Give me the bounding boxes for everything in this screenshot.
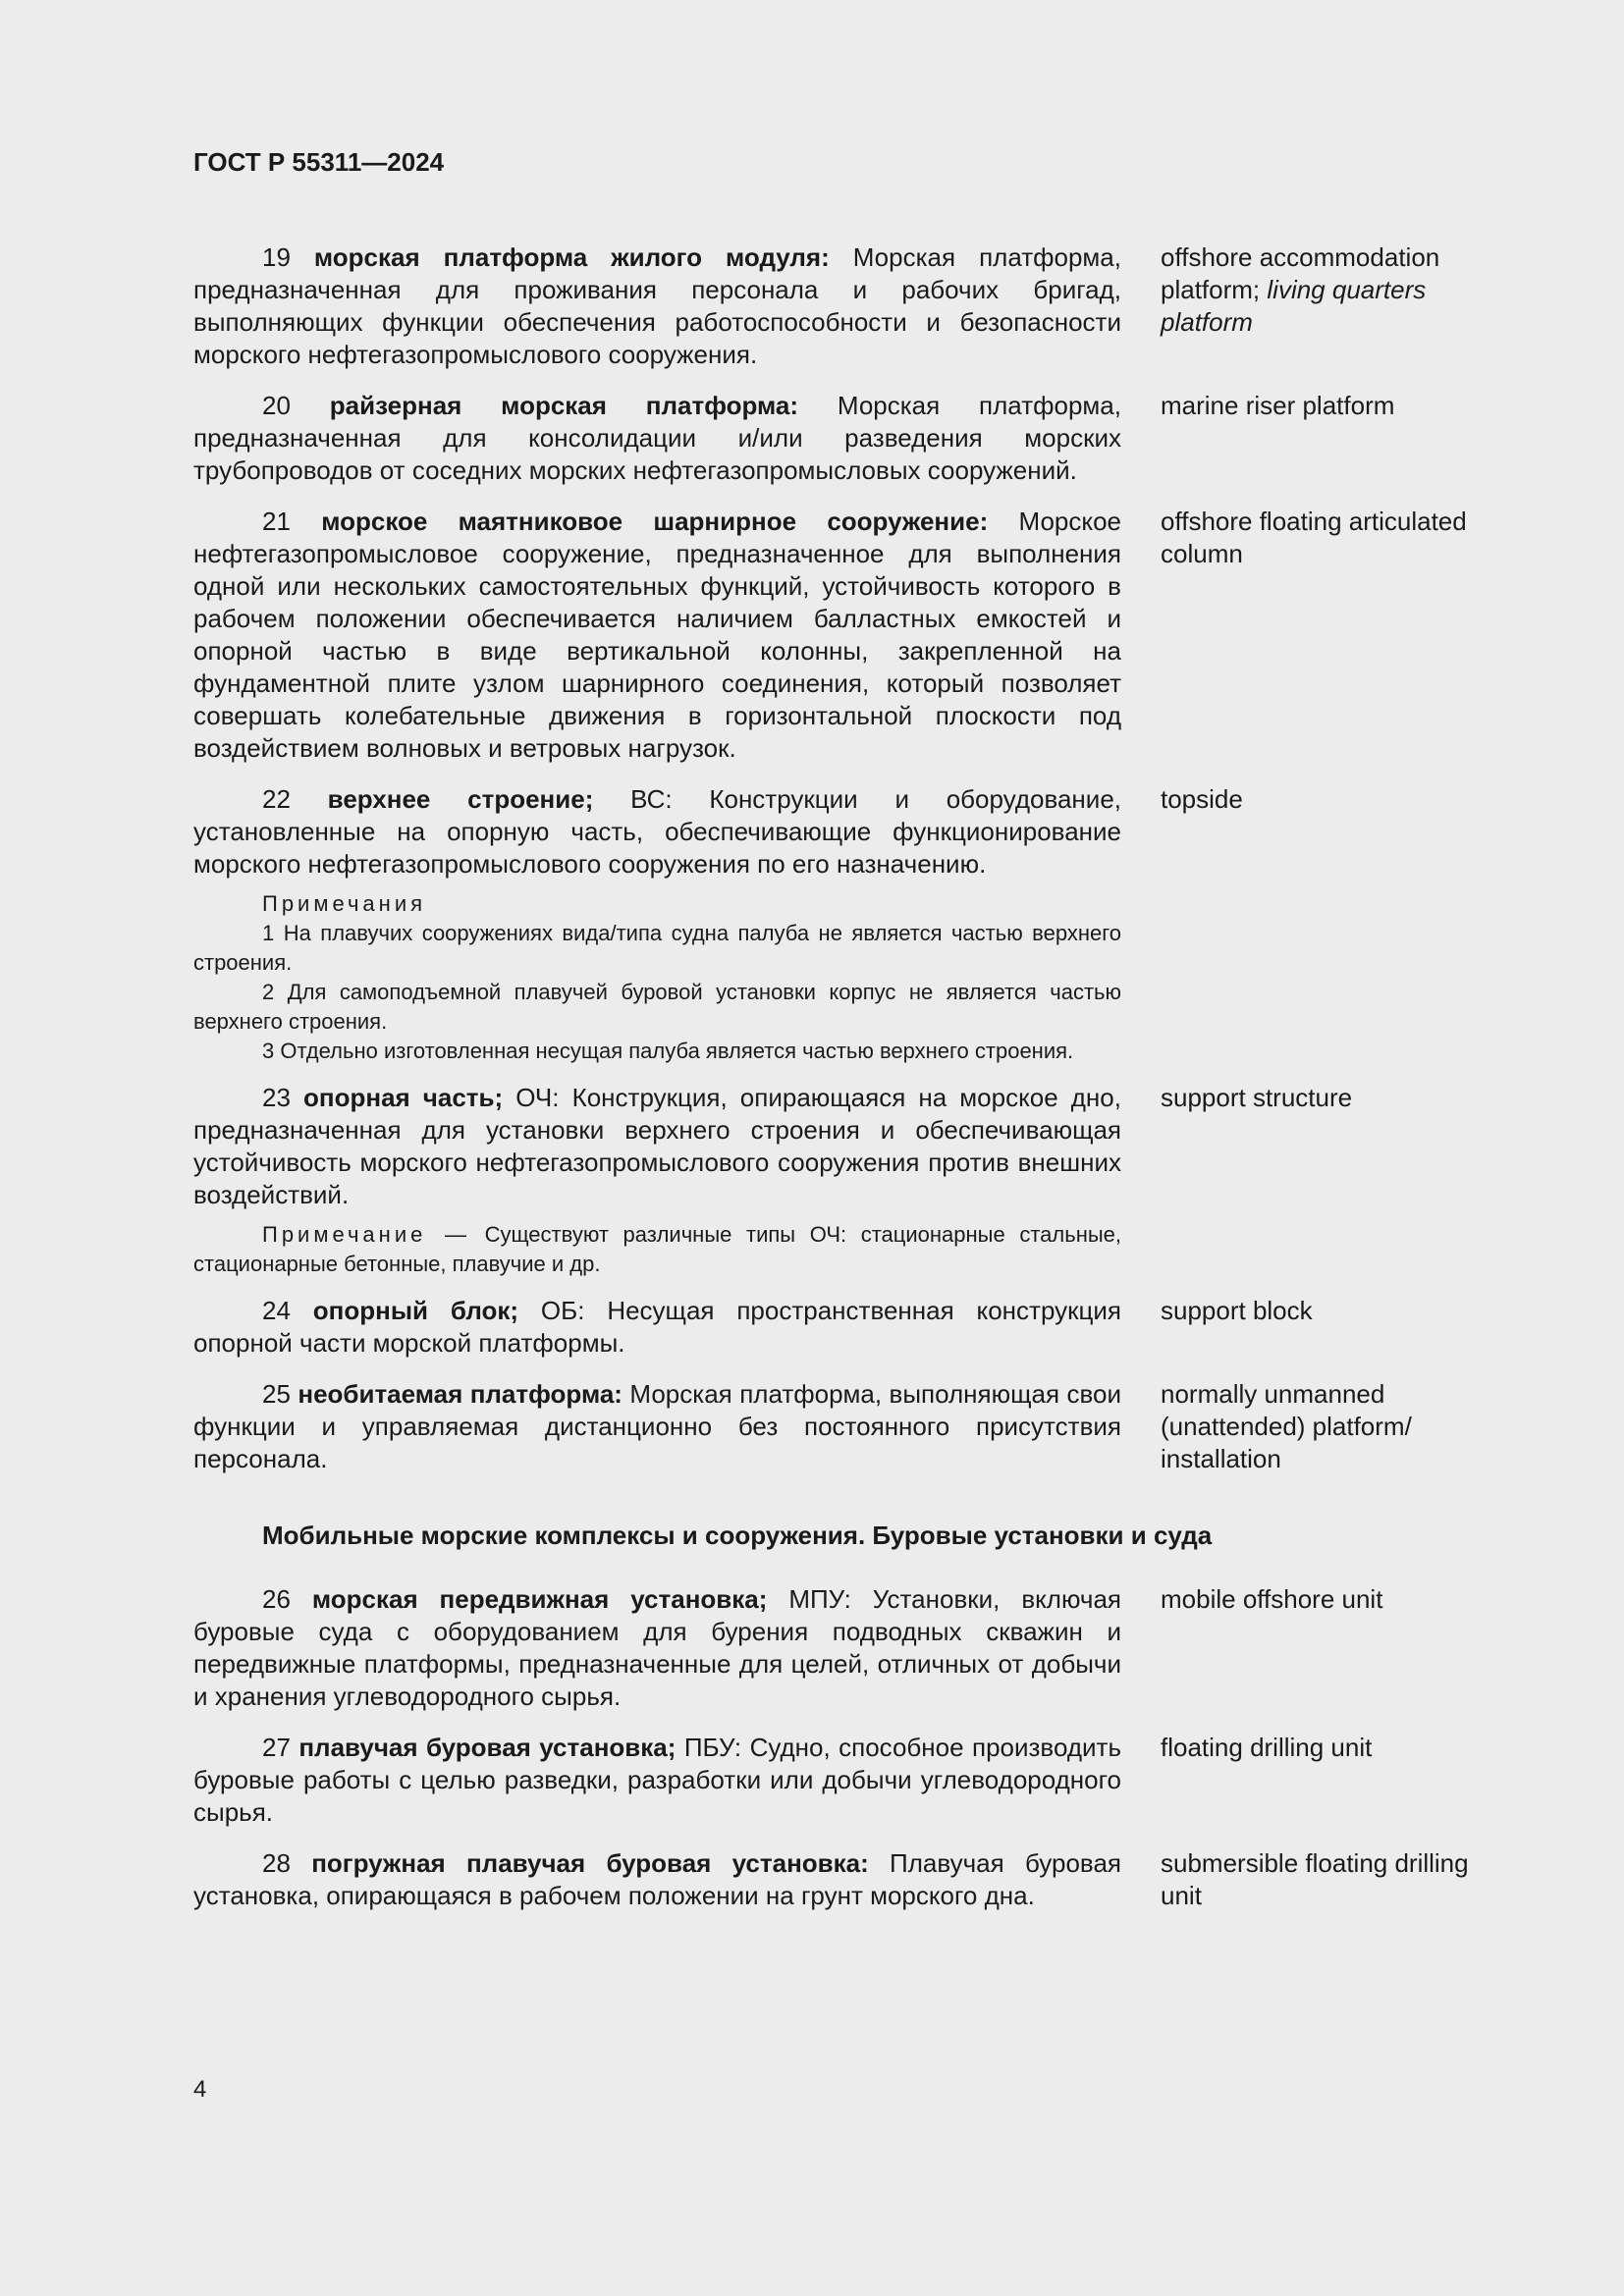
document-header: ГОСТ Р 55311—2024: [193, 147, 445, 177]
term-definition: [193, 783, 1121, 881]
term-name: необитаемая платформа:: [298, 1379, 623, 1409]
term-text: ПБУ: Судно, способное производить буровые работы с целью разведки, разработки или добычи углеводородного сырья.: [193, 1733, 1121, 1827]
note-item: [193, 1220, 1121, 1279]
term-number: 21: [262, 507, 291, 536]
term-number: 28: [262, 1848, 291, 1878]
term-definition: [193, 1378, 1121, 1501]
term-number: 20: [262, 391, 291, 420]
term-english: support block: [1161, 1296, 1313, 1325]
term-english: mobile offshore unit: [1161, 1584, 1383, 1614]
term-name: морское маятниковое шарнирное сооружение:: [321, 507, 989, 536]
term-name: морская передвижная установка;: [311, 1584, 768, 1614]
term-english: support structure: [1161, 1083, 1353, 1112]
term-name: опорный блок;: [312, 1296, 519, 1325]
term-english: topside: [1161, 784, 1243, 814]
term-entry-25: [193, 1378, 1509, 1501]
term-definition: [193, 506, 1121, 765]
term-english: normally unmanned (unattended) platform/ installation: [1161, 1379, 1412, 1473]
term-english: floating drilling unit: [1161, 1733, 1373, 1762]
note-text: Существуют различные типы ОЧ: стационарные стальные, стационарные бетонные, плавучие и др.: [193, 1222, 1121, 1276]
term-number: 27: [262, 1733, 291, 1762]
document-body: [193, 241, 1509, 1956]
term-english: offshore floating articulated column: [1161, 507, 1467, 568]
term-entry-27: [193, 1732, 1509, 1829]
term-text: Морская платформа, предназначенная для консолидации и/или разведения морских трубопроводов от соседних морских нефтегазопромысловых сооружений.: [193, 391, 1121, 485]
term-definition: [193, 1732, 1121, 1829]
term-entry-19: [193, 241, 1509, 371]
term-entry-21: [193, 506, 1509, 765]
term-text: Плавучая буровая установка, опирающаяся в рабочем положении на грунт морского дна.: [193, 1848, 1121, 1910]
term-definition: [193, 241, 1121, 371]
note-item: 1 На плавучих сооружениях вида/типа судна палуба не является частью верхнего строения.: [193, 921, 1121, 975]
term-entry-20: [193, 390, 1509, 487]
term-definition: [193, 390, 1121, 487]
term-entry-23: [193, 1082, 1509, 1211]
term-english-alt: living quarters platform: [1161, 275, 1427, 337]
term-number: 22: [262, 784, 291, 814]
term-english-main: offshore accommodation platform;: [1161, 242, 1440, 304]
term-name: морская платформа жилого модуля:: [313, 242, 830, 272]
term-number: 19: [262, 242, 291, 272]
term-number: 24: [262, 1296, 291, 1325]
term-entry-22: [193, 783, 1509, 881]
term-text: Морское нефтегазопромысловое сооружение, предназначенное для выполнения одной или нескольких самостоятельных функций, устойчивость которого в рабочем положении обеспечивается наличием балластных емкостей и опорной частью в виде вертикальной колонны, закрепленной на фундаментной плите узлом шарнирного соединения, который позволяет совершать колебательные движения в горизонтальной плоскости под воздействием волновых и ветровых нагрузок.: [193, 507, 1121, 763]
term-definition: [193, 1583, 1121, 1713]
term-text: ОБ: Несущая пространственная конструкция опорной части морской платформы.: [193, 1296, 1121, 1358]
term-name: плавучая буровая установка;: [298, 1733, 677, 1762]
section-heading: Мобильные морские комплексы и сооружения. Буровые установки и суда: [262, 1521, 1213, 1550]
term-english: marine riser platform: [1161, 391, 1395, 420]
term-entry-28: [193, 1847, 1509, 1938]
term-name: верхнее строение;: [327, 784, 594, 814]
notes-title: Примечания: [262, 891, 427, 916]
term-definition: [193, 1847, 1121, 1938]
note-item: 2 Для самоподъемной плавучей буровой установки корпус не является частью верхнего строения.: [193, 980, 1121, 1034]
term-entry-24: [193, 1295, 1509, 1360]
term-number: 23: [262, 1083, 291, 1112]
page-number: 4: [193, 2076, 207, 2103]
term-name: опорная часть;: [303, 1083, 504, 1112]
term-definition: [193, 1082, 1121, 1211]
term-text: Морская платформа, предназначенная для проживания персонала и рабочих бригад, выполняющих функции обеспечения работоспособности и безопасности морского нефтегазопромыслового сооружения.: [193, 242, 1121, 369]
term-text: ОЧ: Конструкция, опирающаяся на морское дно, предназначенная для установки верхнего строения и обеспечивающая устойчивость морского нефтегазопромыслового сооружения против внешних воздействий.: [193, 1083, 1121, 1209]
term-english: submersible floating drilling unit: [1161, 1848, 1469, 1910]
term-number: 26: [262, 1584, 291, 1614]
notes-block: [193, 889, 1121, 1066]
term-text: ВС: Конструкции и оборудование, установленные на опорную часть, обеспечивающие функционирование морского нефтегазопромыслового сооружения по его назначению.: [193, 784, 1122, 879]
term-name: райзерная морская платформа:: [329, 391, 799, 420]
term-text: МПУ: Установки, включая буровые суда с оборудованием для бурения подводных скважин и передвижные платформы, предназначенные для целей, отличных от добычи и хранения углеводородного сырья.: [193, 1584, 1121, 1711]
note-item: 3 Отдельно изготовленная несущая палуба является частью верхнего строения.: [262, 1039, 1074, 1063]
term-definition: [193, 1295, 1121, 1360]
term-text: Морская платформа, выполняющая свои функции и управляемая дистанционно без постоянного присутствия персонала.: [193, 1379, 1121, 1473]
note-label: Примечание —: [262, 1222, 470, 1247]
term-name: погружная плавучая буровая установка:: [311, 1848, 869, 1878]
term-english: [1161, 241, 1509, 346]
term-entry-26: [193, 1583, 1509, 1713]
note-block: [193, 1220, 1121, 1279]
term-number: 25: [262, 1379, 291, 1409]
